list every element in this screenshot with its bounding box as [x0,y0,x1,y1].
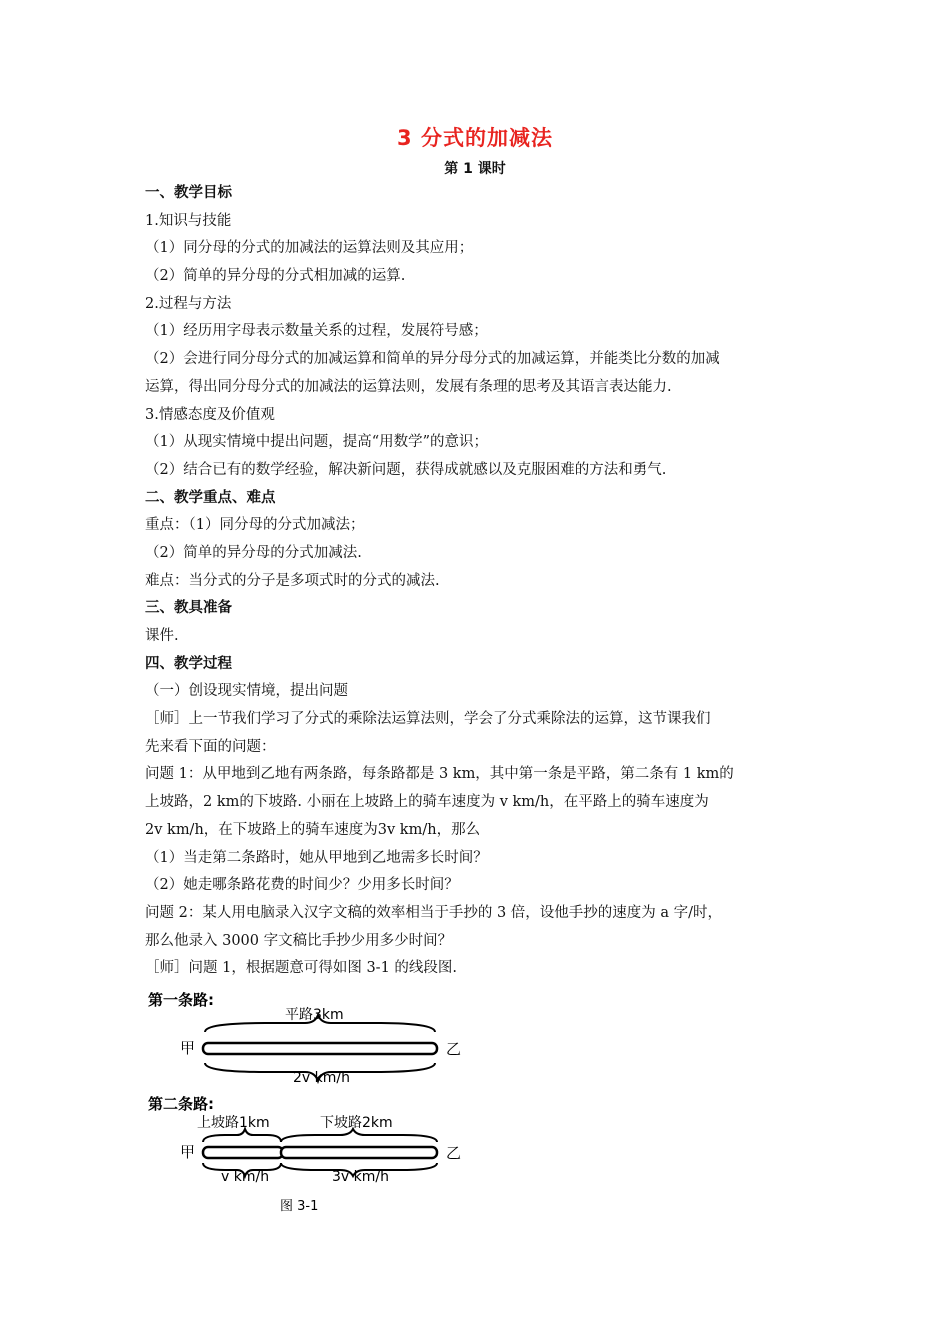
text-line: （1）当走第二条路时，她从甲地到乙地需多长时间？ [145,849,488,866]
text-line: 运算，得出同分母分式的加减法的运算法则，发展有条理的思考及其语言表达能力. [145,378,672,395]
text-line: 上坡路，2 km的下坡路. 小丽在上坡路上的骑车速度为 v km/h，在平路上的骑车速度为 [145,794,709,811]
road1-start-label: 甲 [180,1039,196,1057]
road1-end-label: 乙 [446,1040,462,1058]
text-line: （1）经历用字母表示数量关系的过程，发展符号感； [145,323,488,340]
road2-start-label: 甲 [180,1143,196,1161]
text-line: （1）同分母的分式的加减法的运算法则及其应用； [145,240,474,257]
text-line: （一）创设现实情境，提出问题 [145,683,348,700]
road2-downhill-segment [281,1147,437,1158]
text-line: （2）简单的异分母的分式加减法. [145,544,362,561]
road2-uphill-segment [203,1147,283,1158]
figure-caption: 图 3-1 [280,1199,319,1214]
text-line: 2.过程与方法 [145,295,232,312]
text-line: ［师］问题 1，根据题意可得如图 3-1 的线段图. [145,960,458,977]
road2-top-right-label: 下坡路2km [320,1115,393,1131]
page-subtitle: 第 1 课时 [444,161,506,177]
road2-label: 第二条路: [148,1095,214,1113]
text-line: （2）她走哪条路花费的时间少？少用多长时间？ [145,877,459,894]
road1-top-label: 平路3km [285,1007,344,1023]
text-line: 难点：当分式的分子是多项式时的分式的减法. [145,572,440,589]
road2-bottom-right-label: 3v km/h [332,1169,389,1185]
text-line: 先来看下面的问题： [145,738,276,755]
text-line: 1.知识与技能 [145,212,232,229]
text-line: 课件. [145,628,179,644]
text-line: （2）会进行同分母分式的加减运算和简单的异分母分式的加减运算，并能类比分数的加减 [145,351,720,368]
text-line: （1）从现实情境中提出问题，提高“用数学”的意识； [145,434,489,451]
text-line: （2）结合已有的数学经验，解决新问题，获得成就感以及克服困难的方法和勇气. [145,461,667,478]
document-body [145,180,810,983]
text-line: 问题 1：从甲地到乙地有两条路，每条路都是 3 km，其中第一条是平路，第二条有 1 km的 [145,766,734,783]
road1-bottom-label: 2v km/h [293,1070,350,1086]
road2-end-label: 乙 [446,1144,462,1162]
section-heading: 二、教学重点、难点 [145,489,276,506]
text-line: 3.情感态度及价值观 [145,406,275,423]
road1-top-brace [205,1015,435,1032]
section-heading: 三、教具准备 [145,600,232,617]
road1-label: 第一条路: [148,991,214,1009]
road2-top-left-label: 上坡路1km [197,1115,270,1131]
text-line: 问题 2：某人用电脑录入汉字文稿的效率相当于手抄的 3 倍，设他手抄的速度为 a 字/时， [145,904,723,921]
section-heading: 一、教学目标 [145,185,232,201]
text-line: （2）简单的异分母的分式相加减的运算. [145,268,406,285]
figure-3-1 [145,985,475,1215]
text-line: 2v km/h，在下坡路上的骑车速度为3v km/h，那么 [145,821,481,838]
road1-segment [203,1043,437,1054]
text-line: ［师］上一节我们学习了分式的乘除法运算法则，学会了分式乘除法的运算，这节课我们 [145,711,711,728]
text-line: 那么他录入 3000 字文稿比手抄少用多少时间？ [145,932,453,949]
page-title: 3 分式的加减法 [397,126,553,150]
road2-bottom-left-label: v km/h [221,1169,270,1185]
text-line: 重点：（1）同分母的分式加减法； [145,517,365,534]
section-heading: 四、教学过程 [145,655,232,672]
